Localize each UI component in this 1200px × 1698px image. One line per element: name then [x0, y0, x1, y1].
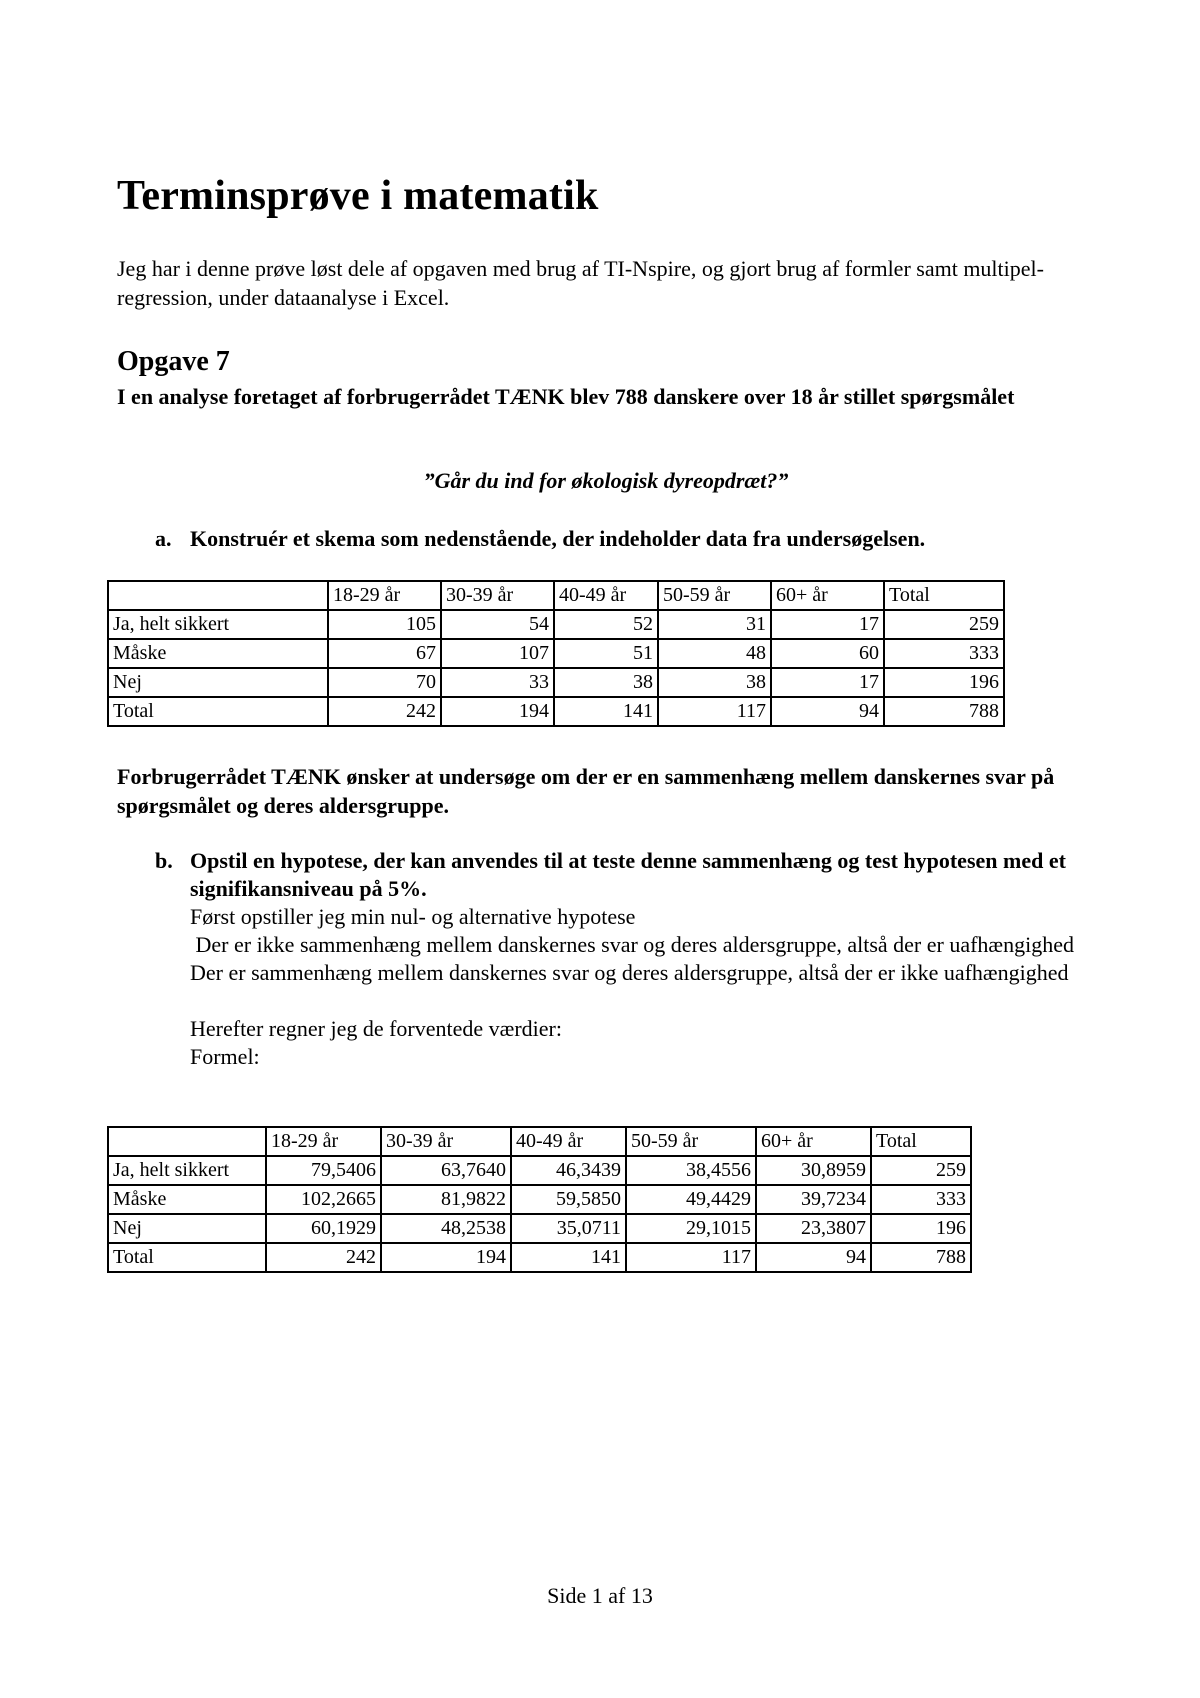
table-row — [108, 610, 1004, 639]
table-cell: 194 — [441, 697, 554, 726]
row-label-cell: Nej — [108, 1214, 266, 1243]
table-header-cell — [108, 581, 328, 610]
table-cell: 117 — [626, 1243, 756, 1272]
table-cell: 196 — [871, 1214, 971, 1243]
part-a-label: a. — [155, 526, 172, 551]
part-b-line3: Herefter regner jeg de forventede værdier: — [190, 1016, 562, 1041]
table-cell: 33 — [441, 668, 554, 697]
part-b-hypotheses: Der er ikke sammenhæng mellem danskernes svar og deres aldersgruppe, altså der er uafhængighed Der er sammenhæng mellem danskernes svar og deres aldersgruppe, altså der er ikke uafhængighed — [190, 932, 1080, 985]
observed-table — [107, 580, 1005, 727]
table-header-cell: 50-59 år — [626, 1127, 756, 1156]
table-cell: 39,7234 — [756, 1185, 871, 1214]
table-row — [108, 639, 1004, 668]
table-row — [108, 1243, 971, 1272]
table-cell: 194 — [381, 1243, 511, 1272]
table-cell: 63,7640 — [381, 1156, 511, 1185]
row-label-cell: Total — [108, 697, 328, 726]
table-cell: 51 — [554, 639, 658, 668]
table-cell: 59,5850 — [511, 1185, 626, 1214]
table-cell: 788 — [884, 697, 1004, 726]
table-cell: 35,0711 — [511, 1214, 626, 1243]
table-cell: 60 — [771, 639, 884, 668]
task-heading: Opgave 7 — [117, 346, 230, 377]
table-cell: 38,4556 — [626, 1156, 756, 1185]
table-cell: 259 — [871, 1156, 971, 1185]
table-cell: 788 — [871, 1243, 971, 1272]
table-row — [108, 1156, 971, 1185]
row-label-cell: Måske — [108, 639, 328, 668]
table-header-cell: 60+ år — [756, 1127, 871, 1156]
table-cell: 242 — [328, 697, 441, 726]
table-cell: 30,8959 — [756, 1156, 871, 1185]
table-header-cell: 30-39 år — [381, 1127, 511, 1156]
table-cell: 17 — [771, 610, 884, 639]
table-cell: 49,4429 — [626, 1185, 756, 1214]
table-cell: 70 — [328, 668, 441, 697]
table-header-cell: 40-49 år — [554, 581, 658, 610]
page-footer: Side 1 af 13 — [547, 1583, 653, 1608]
table-cell: 23,3807 — [756, 1214, 871, 1243]
table-header-cell: 50-59 år — [658, 581, 771, 610]
table-cell: 141 — [511, 1243, 626, 1272]
table-cell: 242 — [266, 1243, 381, 1272]
table-cell: 94 — [771, 697, 884, 726]
table-header-cell — [108, 1127, 266, 1156]
row-label-cell: Ja, helt sikkert — [108, 1156, 266, 1185]
table-header-cell: 18-29 år — [266, 1127, 381, 1156]
table-header-cell: 60+ år — [771, 581, 884, 610]
table-cell: 67 — [328, 639, 441, 668]
table-cell: 259 — [884, 610, 1004, 639]
row-label-cell: Total — [108, 1243, 266, 1272]
paragraph-hypothesis-intro: Forbrugerrådet TÆNK ønsker at undersøge om der er en sammenhæng mellem danskernes svar på spørgsmålet og deres aldersgruppe. — [117, 764, 1055, 818]
table-header-row — [108, 1127, 971, 1156]
table-cell: 46,3439 — [511, 1156, 626, 1185]
table-cell: 54 — [441, 610, 554, 639]
part-b-formula-label: Formel: — [190, 1044, 260, 1069]
intro-paragraph: Jeg har i denne prøve løst dele af opgaven med brug af TI-Nspire, og gjort brug af formler samt multipel-regression, under dataanalyse i Excel. — [117, 256, 1044, 310]
part-b — [155, 847, 1100, 1071]
table-cell: 94 — [756, 1243, 871, 1272]
table-header-cell: 30-39 år — [441, 581, 554, 610]
row-label-cell: Nej — [108, 668, 328, 697]
table-cell: 81,9822 — [381, 1185, 511, 1214]
page-title: Terminsprøve i matematik — [117, 173, 599, 219]
table-row — [108, 1185, 971, 1214]
table-cell: 52 — [554, 610, 658, 639]
table-header-cell: Total — [884, 581, 1004, 610]
table-cell: 38 — [658, 668, 771, 697]
expected-table — [107, 1126, 972, 1273]
table-cell: 196 — [884, 668, 1004, 697]
table-row — [108, 697, 1004, 726]
part-b-line1: Først opstiller jeg min nul- og alternative hypotese — [190, 904, 636, 929]
table-cell: 333 — [884, 639, 1004, 668]
table-header-row — [108, 581, 1004, 610]
survey-quote: ”Går du ind for økologisk dyreopdræt?” — [423, 468, 789, 493]
table-cell: 17 — [771, 668, 884, 697]
table-cell: 48,2538 — [381, 1214, 511, 1243]
row-label-cell: Ja, helt sikkert — [108, 610, 328, 639]
table-row — [108, 1214, 971, 1243]
table-cell: 102,2665 — [266, 1185, 381, 1214]
table-cell: 333 — [871, 1185, 971, 1214]
table-cell: 141 — [554, 697, 658, 726]
table-cell: 105 — [328, 610, 441, 639]
table-header-cell: 40-49 år — [511, 1127, 626, 1156]
table-cell: 48 — [658, 639, 771, 668]
table-header-cell: 18-29 år — [328, 581, 441, 610]
part-a — [155, 525, 1115, 553]
table-row — [108, 668, 1004, 697]
table-cell: 31 — [658, 610, 771, 639]
part-a-text: Konstruér et skema som nedenstående, der indeholder data fra undersøgelsen. — [190, 526, 926, 551]
part-b-question: Opstil en hypotese, der kan anvendes til at teste denne sammenhæng og test hypotesen med et signifikansniveau på 5%. — [190, 848, 1066, 901]
row-label-cell: Måske — [108, 1185, 266, 1214]
table-cell: 79,5406 — [266, 1156, 381, 1185]
table-header-cell: Total — [871, 1127, 971, 1156]
table-cell: 60,1929 — [266, 1214, 381, 1243]
question-text: I en analyse foretaget af forbrugerrådet TÆNK blev 788 danskere over 18 år stillet spørgsmålet — [117, 384, 1015, 409]
table-cell: 117 — [658, 697, 771, 726]
table-cell: 107 — [441, 639, 554, 668]
part-b-label: b. — [155, 848, 173, 873]
table-cell: 29,1015 — [626, 1214, 756, 1243]
table-cell: 38 — [554, 668, 658, 697]
